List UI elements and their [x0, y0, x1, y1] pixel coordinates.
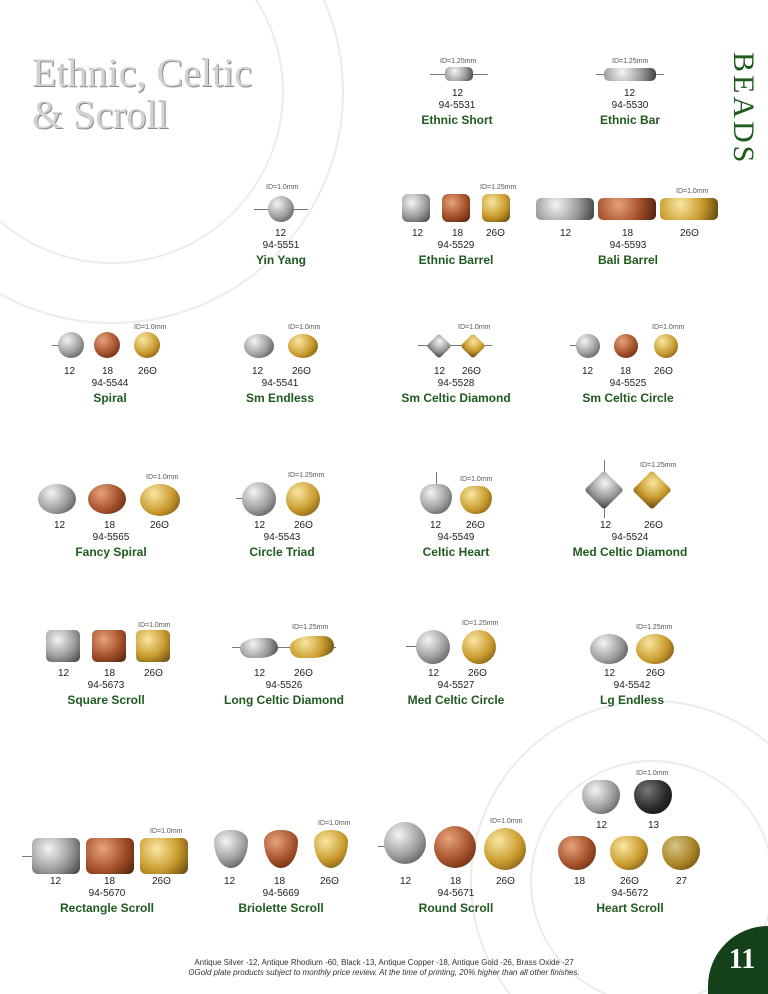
finish-code: 12 [452, 88, 464, 99]
finish-code: 13 [648, 820, 660, 831]
product-name: Heart Scroll [596, 901, 664, 915]
finish-legend: Antique Silver -12, Antique Rhodium -60, Black -13, Antique Copper -18, Antique Gold -26, Brass Oxide -27 [194, 958, 574, 967]
hole-size-label: ID=1.0mm [490, 818, 523, 825]
hole-size-label: ID=1.25mm [636, 624, 673, 631]
finish-code: 26ʘ [150, 520, 169, 531]
product-code: 94-5526 [265, 680, 303, 691]
finish-code: 26ʘ [486, 228, 505, 239]
product-name: Sm Celtic Circle [582, 391, 674, 405]
finish-code: 18 [452, 228, 464, 239]
bead-antique-gold [654, 334, 678, 358]
finish-code: 18 [104, 520, 116, 531]
product-name: Sm Endless [245, 391, 315, 405]
finish-code: 12 [430, 520, 442, 531]
bead-antique-gold [290, 636, 334, 658]
bead-antique-silver [32, 838, 80, 874]
bead-antique-gold [460, 486, 492, 514]
finish-code: 12 [58, 668, 70, 679]
finish-code: 12 [275, 228, 287, 239]
bead-antique-silver [240, 638, 278, 658]
product-name: Med Celtic Circle [407, 693, 505, 707]
finish-code: 27 [676, 876, 688, 887]
product-code: 94-5671 [437, 888, 475, 899]
page-title-line2: & Scroll [32, 92, 169, 137]
product-name: Yin Yang [255, 253, 306, 267]
product-name: Fancy Spiral [75, 545, 147, 559]
hole-size-label: ID=1.0mm [636, 770, 669, 777]
finish-code: 12 [600, 520, 612, 531]
product-code: 94-5672 [611, 888, 649, 899]
product-bali-barrel [532, 184, 724, 268]
bead-antique-gold [288, 334, 318, 358]
finish-code: 26ʘ [294, 668, 313, 679]
finish-code: 12 [252, 366, 264, 377]
bead-antique-gold [136, 630, 170, 662]
finish-code: 12 [400, 876, 412, 887]
bead-antique-copper [442, 194, 470, 222]
product-name: Circle Triad [249, 545, 315, 559]
product-med-celtic-circle [404, 620, 508, 708]
page-title-line1: Ethnic, Celtic [32, 50, 252, 95]
finish-code: 26ʘ [644, 520, 663, 531]
product-name: Square Scroll [67, 693, 145, 707]
bead-antique-gold [134, 332, 160, 358]
hole-size-label: ID=1.0mm [266, 184, 299, 191]
hole-size-label: ID=1.0mm [146, 474, 179, 481]
product-spiral [50, 322, 170, 406]
bead-antique-gold [632, 470, 672, 510]
product-square-scroll [40, 620, 172, 708]
product-ethnic-short [412, 58, 502, 128]
finish-code: 26ʘ [144, 668, 163, 679]
finish-code: 12 [254, 668, 266, 679]
bead-antique-silver [445, 67, 473, 81]
bead-antique-silver [576, 334, 600, 358]
product-heart-scroll [552, 770, 708, 916]
finish-code: 12 [428, 668, 440, 679]
product-celtic-heart [410, 472, 502, 560]
hole-size-label: ID=1.0mm [676, 188, 709, 195]
hole-size-label: ID=1.0mm [138, 622, 171, 629]
product-circle-triad [234, 472, 330, 560]
finish-code: 26ʘ [152, 876, 171, 887]
product-code: 94-5543 [263, 532, 301, 543]
finish-code: 26ʘ [292, 366, 311, 377]
finish-code: 18 [620, 366, 632, 377]
finish-code: 12 [582, 366, 594, 377]
wire-icon [436, 472, 437, 484]
product-name: Rectangle Scroll [59, 901, 155, 915]
product-name: Ethnic Short [421, 113, 493, 127]
bead-antique-gold [460, 333, 485, 358]
product-code: 94-5529 [437, 240, 475, 251]
bead-antique-gold [636, 634, 674, 664]
finish-code: 18 [274, 876, 286, 887]
product-code: 94-5525 [609, 378, 647, 389]
section-label: BEADS [727, 52, 760, 166]
product-code: 94-5531 [438, 100, 476, 111]
product-ethnic-bar [582, 58, 678, 128]
product-ethnic-barrel [396, 184, 516, 268]
hole-size-label: ID=1.25mm [612, 58, 649, 65]
product-sm-celtic-circle [566, 322, 690, 406]
bead-antique-gold [314, 830, 348, 868]
product-name: Ethnic Barrel [418, 253, 494, 267]
product-code: 94-5544 [91, 378, 129, 389]
finish-code: 26ʘ [680, 228, 699, 239]
bead-antique-copper [264, 830, 298, 868]
finish-code: 12 [604, 668, 616, 679]
bead-antique-silver [384, 822, 426, 864]
finish-code: 18 [104, 668, 116, 679]
finish-code: 12 [224, 876, 236, 887]
finish-code: 26ʘ [294, 520, 313, 531]
product-code: 94-5524 [611, 532, 649, 543]
product-name: Briolette Scroll [238, 901, 324, 915]
product-code: 94-5670 [88, 888, 126, 899]
bead-black [634, 780, 672, 814]
hole-size-label: ID=1.0mm [318, 820, 351, 827]
bead-antique-copper [92, 630, 126, 662]
hole-size-label: ID=1.0mm [460, 476, 493, 483]
finish-code: 26ʘ [320, 876, 339, 887]
bead-antique-silver [536, 198, 594, 220]
bead-antique-silver [582, 780, 620, 814]
bead-antique-copper [434, 826, 476, 868]
bead-antique-gold [484, 828, 526, 870]
product-name: Lg Endless [599, 693, 664, 707]
finish-code: 26ʘ [466, 520, 485, 531]
bead-antique-gold [286, 482, 320, 516]
bead-antique-gold [660, 198, 718, 220]
product-code: 94-5530 [611, 100, 649, 111]
product-name: Ethnic Bar [599, 113, 660, 127]
finish-code: 12 [64, 366, 76, 377]
bead-antique-silver [242, 482, 276, 516]
bead-antique-copper [94, 332, 120, 358]
finish-code: 12 [254, 520, 266, 531]
bead-antique-silver [402, 194, 430, 222]
bead-antique-copper [88, 484, 126, 514]
bead-brass-oxide [662, 836, 700, 870]
hole-size-label: ID=1.25mm [440, 58, 477, 65]
bead-antique-gold [140, 484, 180, 516]
product-sm-celtic-diamond [400, 322, 512, 406]
hole-size-label: ID=1.0mm [150, 828, 183, 835]
bead-antique-copper [598, 198, 656, 220]
finish-code: 12 [560, 228, 572, 239]
hole-size-label: ID=1.25mm [640, 462, 677, 469]
bead-antique-copper [86, 838, 134, 874]
finish-code: 26ʘ [646, 668, 665, 679]
finish-code: 12 [596, 820, 608, 831]
bead-antique-silver [38, 484, 76, 514]
product-long-celtic-diamond [222, 620, 346, 708]
bead-antique-gold [610, 836, 648, 870]
finish-code: 12 [54, 520, 66, 531]
product-code: 94-5673 [87, 680, 125, 691]
product-code: 94-5669 [262, 888, 300, 899]
product-code: 94-5527 [437, 680, 475, 691]
bead-antique-silver [426, 333, 451, 358]
bead-antique-silver [420, 484, 452, 514]
hole-size-label: ID=1.25mm [462, 620, 499, 627]
product-code: 94-5593 [609, 240, 647, 251]
bead-antique-silver [268, 196, 294, 222]
page-number: 11 [728, 944, 756, 975]
finish-code: 26ʘ [468, 668, 487, 679]
product-sm-endless [232, 322, 328, 406]
hole-size-label: ID=1.0mm [458, 324, 491, 331]
bead-antique-silver [416, 630, 450, 664]
product-med-celtic-diamond [570, 460, 690, 560]
product-name: Bali Barrel [597, 253, 659, 267]
bead-antique-gold [462, 630, 496, 664]
product-name: Spiral [93, 391, 127, 405]
finish-code: 12 [434, 366, 446, 377]
finish-code: 18 [450, 876, 462, 887]
product-name: Long Celtic Diamond [224, 693, 344, 707]
hole-size-label: ID=1.0mm [652, 324, 685, 331]
hole-size-label: ID=1.25mm [288, 472, 325, 479]
product-code: 94-5528 [437, 378, 475, 389]
product-code: 94-5541 [261, 378, 299, 389]
product-name: Round Scroll [418, 901, 494, 915]
bead-antique-silver [584, 470, 624, 510]
finish-code: 18 [622, 228, 634, 239]
product-name: Med Celtic Diamond [572, 545, 688, 559]
footer-notes [0, 958, 768, 978]
product-fancy-spiral [36, 472, 186, 560]
hole-size-label: ID=1.0mm [134, 324, 167, 331]
product-code: 94-5565 [92, 532, 130, 543]
bead-antique-silver [58, 332, 84, 358]
page-title [32, 52, 252, 136]
product-briolette-scroll [206, 816, 356, 916]
hole-size-label: ID=1.25mm [292, 624, 329, 631]
hole-size-label: ID=1.25mm [480, 184, 517, 191]
bead-antique-silver [214, 830, 248, 868]
bead-antique-silver [46, 630, 80, 662]
product-name: Sm Celtic Diamond [401, 391, 511, 405]
bead-antique-gold [140, 838, 188, 874]
finish-code: 26ʘ [654, 366, 673, 377]
finish-code: 26ʘ [620, 876, 639, 887]
gold-plate-footnote: ʘGold plate products subject to monthly price review. At the time of printing, 20% higher than all other finishes. [188, 968, 580, 977]
finish-code: 26ʘ [462, 366, 481, 377]
product-code: 94-5551 [262, 240, 300, 251]
product-code: 94-5542 [613, 680, 651, 691]
bead-antique-copper [614, 334, 638, 358]
finish-code: 18 [574, 876, 586, 887]
bead-antique-copper [558, 836, 596, 870]
finish-code: 18 [102, 366, 114, 377]
product-yin-yang [240, 184, 322, 268]
finish-code: 12 [624, 88, 636, 99]
bead-antique-silver [604, 68, 656, 81]
bead-antique-silver [244, 334, 274, 358]
finish-code: 18 [104, 876, 116, 887]
product-name: Celtic Heart [422, 545, 490, 559]
product-rectangle-scroll [22, 826, 192, 916]
bead-antique-silver [590, 634, 628, 664]
finish-code: 12 [50, 876, 62, 887]
finish-code: 26ʘ [138, 366, 157, 377]
product-round-scroll [378, 816, 534, 916]
hole-size-label: ID=1.0mm [288, 324, 321, 331]
product-code: 94-5549 [437, 532, 475, 543]
finish-code: 26ʘ [496, 876, 515, 887]
product-lg-endless [584, 620, 680, 708]
finish-code: 12 [412, 228, 424, 239]
bead-antique-gold [482, 194, 510, 222]
